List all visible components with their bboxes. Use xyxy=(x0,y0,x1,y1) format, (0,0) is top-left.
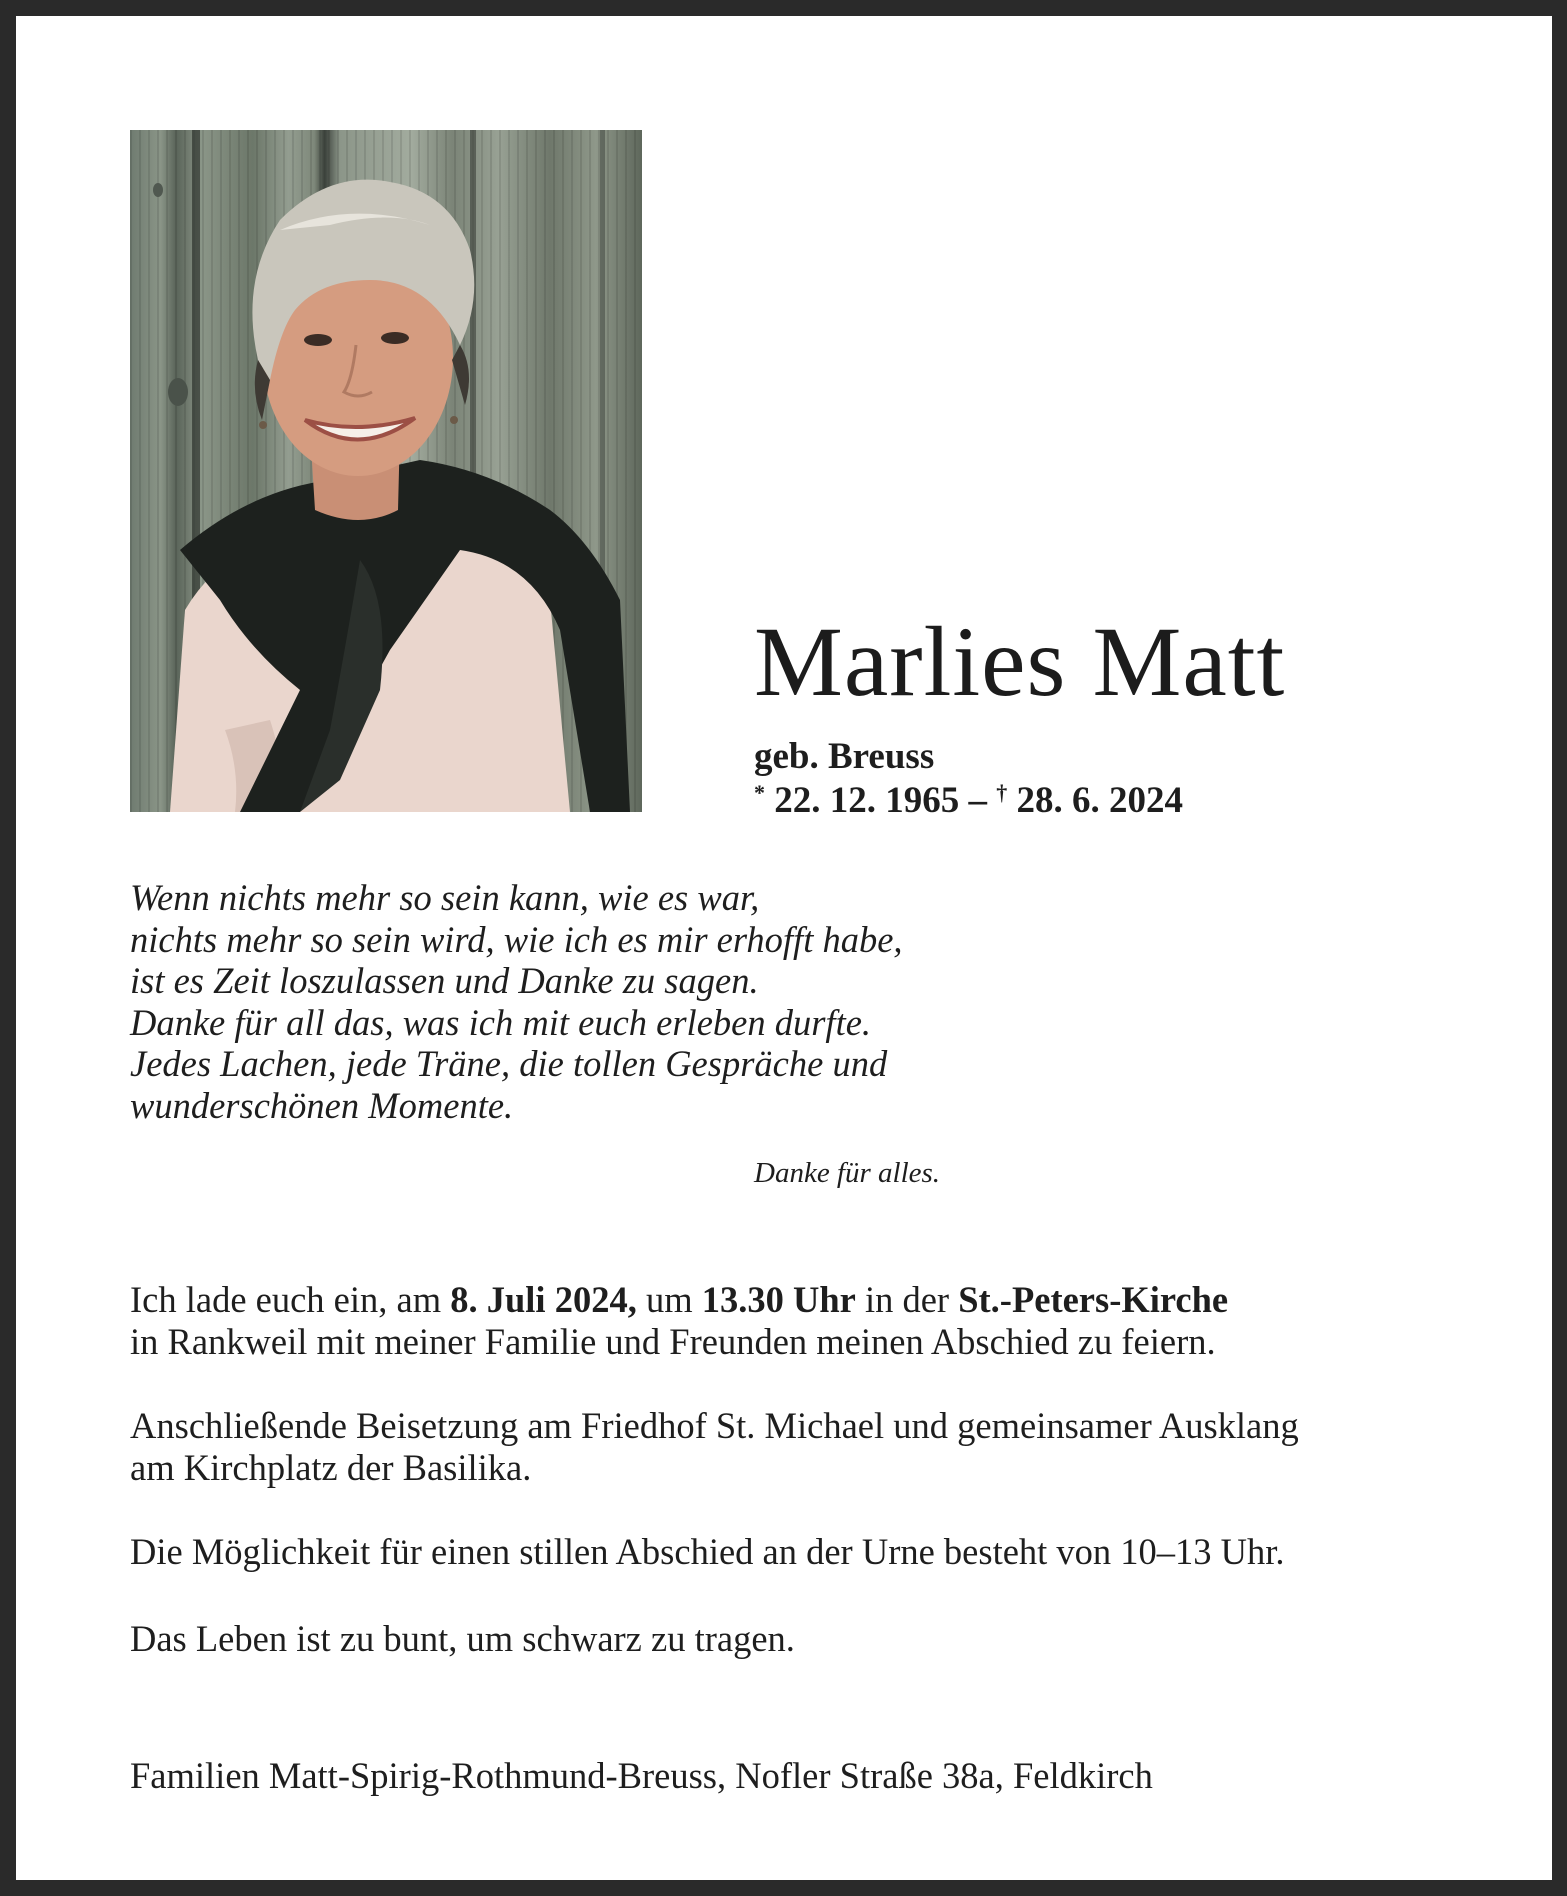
invitation-line-1 xyxy=(130,1279,1228,1321)
deceased-name: Marlies Matt xyxy=(754,606,1286,717)
farewell-note: Die Möglichkeit für einen stillen Abschied an der Urne besteht von 10–13 Uhr. xyxy=(130,1531,1285,1572)
maiden-name: geb. Breuss xyxy=(754,736,935,777)
burial-line-1: Anschließende Beisetzung am Friedhof St. Michael und gemeinsamer Ausklang xyxy=(130,1405,1299,1446)
poem-line: Danke für all das, was ich mit euch erleben durfte. xyxy=(130,1001,872,1043)
burial-line-2: am Kirchplatz der Basilika. xyxy=(130,1447,532,1488)
poem-line: wunderschönen Momente. xyxy=(130,1084,514,1126)
motto: Das Leben ist zu bunt, um schwarz zu tragen. xyxy=(130,1618,795,1659)
life-dates xyxy=(754,782,1183,819)
poem xyxy=(130,877,903,1126)
burial-paragraph xyxy=(130,1405,1299,1489)
poem-line: ist es Zeit loszulassen und Danke zu sagen. xyxy=(130,960,759,1001)
invitation-text: in der xyxy=(855,1279,959,1320)
poem-line: Wenn nichts mehr so sein kann, wie es war, xyxy=(130,877,760,918)
birth-date: 22. 12. 1965 xyxy=(774,780,960,821)
ceremony-date: 8. Juli 2024, xyxy=(450,1279,637,1320)
invitation-paragraph xyxy=(130,1279,1228,1363)
death-symbol: † xyxy=(996,780,1008,805)
poem-line: nichts mehr so sein wird, wie ich es mir erhofft habe, xyxy=(130,918,903,960)
death-date: 28. 6. 2024 xyxy=(1016,780,1183,821)
portrait-illustration xyxy=(130,130,642,812)
date-separator: – xyxy=(959,780,997,821)
poem-line: Jedes Lachen, jede Träne, die tollen Gespräche und xyxy=(130,1043,888,1084)
ceremony-time: 13.30 Uhr xyxy=(701,1279,856,1320)
poem-signoff: Danke für alles. xyxy=(754,1157,941,1189)
invitation-text: Ich lade euch ein, am xyxy=(130,1279,451,1320)
ceremony-location: St.-Peters-Kirche xyxy=(958,1279,1229,1320)
invitation-text: um xyxy=(636,1279,702,1320)
family-signature: Familien Matt-Spirig-Rothmund-Breuss, Nofler Straße 38a, Feldkirch xyxy=(130,1755,1153,1796)
invitation-line-2: in Rankweil mit meiner Familie und Freunden meinen Abschied zu feiern. xyxy=(130,1321,1216,1362)
birth-symbol: * xyxy=(754,780,765,805)
portrait-photo xyxy=(130,130,642,812)
